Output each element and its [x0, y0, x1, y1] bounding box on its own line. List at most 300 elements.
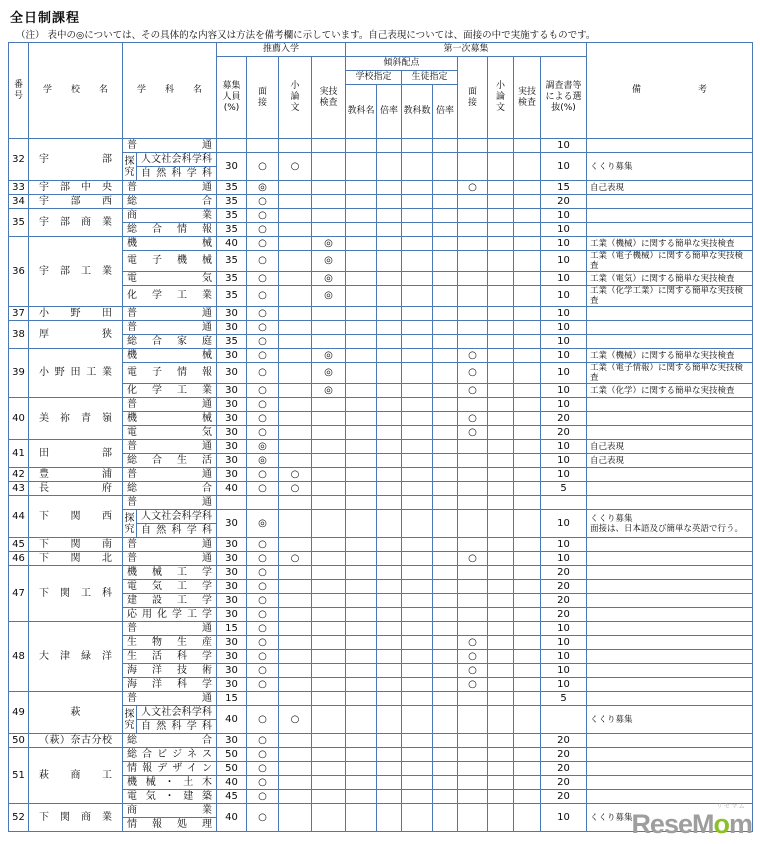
cell-keisha-kyokamei: [346, 286, 377, 307]
cell-ichiji-shoronbun: [488, 195, 514, 209]
cell-suisen-jitsugi: [312, 307, 346, 321]
cell-keisha-kyokasu: [402, 181, 433, 195]
cell-ichiji-shoronbun: [488, 468, 514, 482]
cell-suisen-shoronbun: [279, 181, 312, 195]
cell-recruit-percent: 30: [217, 566, 247, 580]
dept-name: 総合: [123, 195, 217, 209]
cell-ichiji-mensetsu: ○: [458, 412, 488, 426]
school-number: 33: [9, 181, 29, 195]
cell-keisha-bairitsu-gakko: [377, 384, 402, 398]
cell-suisen-shoronbun: [279, 272, 312, 286]
cell-keisha-bairitsu-gakko: [377, 286, 402, 307]
school-name: 宇部商業: [29, 209, 123, 237]
cell-ichiji-jitsugi: [514, 580, 541, 594]
table-row: [9, 734, 753, 748]
cell-ichiji-shoronbun: [488, 664, 514, 678]
dept-name: 自然科学科: [137, 524, 217, 538]
cell-keisha-kyokasu: [402, 664, 433, 678]
header-daiichiji-boshu: 第一次募集: [346, 43, 587, 57]
cell-suisen-jitsugi: [312, 209, 346, 223]
header-number: 番号: [9, 43, 29, 139]
cell-keisha-bairitsu-gakko: [377, 349, 402, 363]
cell-keisha-kyokasu: [402, 762, 433, 776]
cell-suisen-jitsugi: [312, 608, 346, 622]
cell-chosasho-percent: 10: [541, 622, 587, 636]
cell-suisen-shoronbun: [279, 426, 312, 440]
cell-chosasho-percent: 10: [541, 538, 587, 552]
cell-ichiji-jitsugi: [514, 468, 541, 482]
table-row: [9, 468, 753, 482]
cell-chosasho-percent: 10: [541, 454, 587, 468]
cell-ichiji-jitsugi: [514, 363, 541, 384]
cell-chosasho-percent: 20: [541, 412, 587, 426]
cell-ichiji-shoronbun: [488, 748, 514, 762]
cell-chosasho-percent: 20: [541, 762, 587, 776]
cell-keisha-bairitsu-gakko: [377, 622, 402, 636]
cell-ichiji-shoronbun: [488, 692, 514, 706]
cell-suisen-jitsugi: [312, 594, 346, 608]
dept-name: 自然科学科: [137, 720, 217, 734]
school-name: 長府: [29, 482, 123, 496]
cell-recruit-percent: 30: [217, 321, 247, 335]
cell-biko: 工業（機械）に関する簡単な実技検査: [587, 237, 753, 251]
cell-ichiji-jitsugi: [514, 678, 541, 692]
cell-suisen-jitsugi: [312, 496, 346, 510]
cell-ichiji-jitsugi: [514, 223, 541, 237]
cell-recruit-percent: 30: [217, 552, 247, 566]
table-row: [9, 139, 753, 153]
page-title: 全日制課程: [10, 11, 81, 26]
cell-keisha-kyokasu: [402, 692, 433, 706]
cell-ichiji-jitsugi: [514, 482, 541, 496]
cell-keisha-bairitsu-seito: [433, 748, 458, 762]
dept-name: 商業: [123, 804, 217, 818]
cell-keisha-kyokamei: [346, 398, 377, 412]
cell-ichiji-shoronbun: [488, 223, 514, 237]
header-kyokamei: 教科名: [346, 85, 377, 139]
cell-ichiji-shoronbun: [488, 153, 514, 181]
cell-keisha-kyokasu: [402, 622, 433, 636]
cell-suisen-mensetsu: ○: [247, 468, 279, 482]
cell-keisha-bairitsu-gakko: [377, 454, 402, 468]
cell-keisha-kyokasu: [402, 440, 433, 454]
cell-ichiji-shoronbun: [488, 804, 514, 832]
cell-ichiji-jitsugi: [514, 237, 541, 251]
cell-chosasho-percent: 5: [541, 482, 587, 496]
cell-suisen-jitsugi: ◎: [312, 384, 346, 398]
cell-keisha-kyokasu: [402, 790, 433, 804]
cell-suisen-jitsugi: [312, 440, 346, 454]
school-name: 萩: [29, 692, 123, 734]
cell-keisha-bairitsu-gakko: [377, 776, 402, 790]
cell-ichiji-mensetsu: [458, 622, 488, 636]
cell-keisha-bairitsu-seito: [433, 804, 458, 832]
cell-ichiji-jitsugi: [514, 412, 541, 426]
cell-chosasho-percent: 10: [541, 139, 587, 153]
cell-keisha-bairitsu-seito: [433, 706, 458, 734]
cell-keisha-kyokamei: [346, 468, 377, 482]
cell-ichiji-mensetsu: ○: [458, 363, 488, 384]
cell-keisha-bairitsu-gakko: [377, 790, 402, 804]
cell-keisha-kyokamei: [346, 496, 377, 510]
cell-ichiji-shoronbun: [488, 496, 514, 510]
cell-recruit-percent: 35: [217, 286, 247, 307]
cell-suisen-jitsugi: [312, 692, 346, 706]
cell-chosasho-percent: [541, 706, 587, 734]
cell-ichiji-mensetsu: [458, 272, 488, 286]
cell-suisen-mensetsu: ○: [247, 426, 279, 440]
table-header: [9, 43, 753, 139]
cell-keisha-bairitsu-gakko: [377, 580, 402, 594]
cell-suisen-jitsugi: [312, 804, 346, 832]
cell-keisha-kyokasu: [402, 398, 433, 412]
cell-suisen-jitsugi: [312, 510, 346, 538]
cell-keisha-kyokamei: [346, 804, 377, 832]
cell-suisen-jitsugi: [312, 223, 346, 237]
cell-keisha-bairitsu-seito: [433, 286, 458, 307]
cell-keisha-kyokamei: [346, 608, 377, 622]
school-name: 大津緑洋: [29, 622, 123, 692]
cell-suisen-mensetsu: ○: [247, 552, 279, 566]
cell-suisen-shoronbun: [279, 321, 312, 335]
cell-keisha-bairitsu-seito: [433, 321, 458, 335]
cell-suisen-jitsugi: [312, 636, 346, 650]
cell-ichiji-jitsugi: [514, 608, 541, 622]
school-number: 46: [9, 552, 29, 566]
cell-recruit-percent: 35: [217, 272, 247, 286]
cell-keisha-bairitsu-seito: [433, 272, 458, 286]
cell-ichiji-mensetsu: [458, 776, 488, 790]
table-row: [9, 496, 753, 510]
cell-suisen-shoronbun: [279, 440, 312, 454]
cell-ichiji-jitsugi: [514, 538, 541, 552]
cell-biko: くくり募集: [587, 153, 753, 181]
cell-biko: [587, 209, 753, 223]
cell-keisha-bairitsu-gakko: [377, 734, 402, 748]
cell-keisha-bairitsu-seito: [433, 307, 458, 321]
cell-keisha-bairitsu-gakko: [377, 307, 402, 321]
cell-suisen-jitsugi: [312, 762, 346, 776]
cell-chosasho-percent: 10: [541, 349, 587, 363]
cell-chosasho-percent: 10: [541, 650, 587, 664]
cell-keisha-kyokasu: [402, 335, 433, 349]
cell-chosasho-percent: [541, 496, 587, 510]
cell-suisen-jitsugi: [312, 454, 346, 468]
cell-suisen-mensetsu: ○: [247, 412, 279, 426]
cell-suisen-shoronbun: [279, 538, 312, 552]
cell-biko: 工業（化学工業）に関する簡単な実技検査: [587, 286, 753, 307]
cell-suisen-shoronbun: [279, 804, 312, 832]
cell-keisha-kyokamei: [346, 678, 377, 692]
cell-recruit-percent: 15: [217, 692, 247, 706]
cell-keisha-kyokamei: [346, 223, 377, 237]
cell-suisen-shoronbun: ○: [279, 706, 312, 734]
cell-chosasho-percent: 10: [541, 510, 587, 538]
school-name: 下関北: [29, 552, 123, 566]
header-boshu-jinin: 募集人員(%): [217, 57, 247, 139]
cell-chosasho-percent: 10: [541, 153, 587, 181]
cell-suisen-jitsugi: ◎: [312, 272, 346, 286]
cell-ichiji-mensetsu: [458, 762, 488, 776]
cell-recruit-percent: 35: [217, 195, 247, 209]
dept-name: 総合情報: [123, 223, 217, 237]
cell-ichiji-shoronbun: [488, 426, 514, 440]
header-school-name: 学校名: [29, 43, 123, 139]
cell-keisha-kyokasu: [402, 510, 433, 538]
school-name: 豊浦: [29, 468, 123, 482]
cell-keisha-bairitsu-seito: [433, 195, 458, 209]
cell-suisen-shoronbun: [279, 580, 312, 594]
header-ichiji-jitsugi: 実技検査: [514, 57, 541, 139]
cell-keisha-bairitsu-gakko: [377, 335, 402, 349]
cell-ichiji-shoronbun: [488, 286, 514, 307]
cell-keisha-bairitsu-seito: [433, 510, 458, 538]
cell-ichiji-mensetsu: ○: [458, 650, 488, 664]
cell-keisha-bairitsu-seito: [433, 363, 458, 384]
cell-suisen-mensetsu: ○: [247, 482, 279, 496]
header-bairitsu-seito: 倍率: [433, 85, 458, 139]
cell-suisen-mensetsu: ○: [247, 678, 279, 692]
header-seito-shitei: 生徒指定: [402, 71, 458, 85]
cell-recruit-percent: 35: [217, 335, 247, 349]
school-name: 下関商業: [29, 804, 123, 832]
cell-biko: [587, 636, 753, 650]
cell-ichiji-shoronbun: [488, 335, 514, 349]
cell-keisha-bairitsu-gakko: [377, 363, 402, 384]
cell-keisha-bairitsu-seito: [433, 552, 458, 566]
cell-suisen-mensetsu: [247, 692, 279, 706]
cell-ichiji-mensetsu: [458, 454, 488, 468]
school-number: 43: [9, 482, 29, 496]
cell-ichiji-shoronbun: [488, 622, 514, 636]
cell-ichiji-jitsugi: [514, 384, 541, 398]
cell-keisha-kyokasu: [402, 195, 433, 209]
cell-ichiji-mensetsu: [458, 468, 488, 482]
table-row: [9, 566, 753, 580]
dept-name: 普通: [123, 622, 217, 636]
cell-ichiji-jitsugi: [514, 706, 541, 734]
cell-ichiji-mensetsu: [458, 706, 488, 734]
cell-keisha-kyokasu: [402, 496, 433, 510]
school-number: 41: [9, 440, 29, 468]
cell-suisen-jitsugi: [312, 195, 346, 209]
table-row: [9, 482, 753, 496]
cell-recruit-percent: 30: [217, 363, 247, 384]
dept-name: 普通: [123, 538, 217, 552]
cell-keisha-kyokamei: [346, 566, 377, 580]
cell-keisha-bairitsu-gakko: [377, 510, 402, 538]
cell-chosasho-percent: 10: [541, 384, 587, 398]
cell-biko: [587, 622, 753, 636]
cell-chosasho-percent: 10: [541, 307, 587, 321]
cell-keisha-bairitsu-gakko: [377, 552, 402, 566]
table-row: [9, 195, 753, 209]
cell-keisha-kyokamei: [346, 454, 377, 468]
table-body: [9, 139, 753, 832]
cell-keisha-bairitsu-seito: [433, 482, 458, 496]
dept-name: 電気: [123, 426, 217, 440]
cell-ichiji-mensetsu: [458, 594, 488, 608]
cell-keisha-kyokamei: [346, 538, 377, 552]
dept-name: 普通: [123, 181, 217, 195]
cell-ichiji-shoronbun: [488, 440, 514, 454]
cell-ichiji-mensetsu: [458, 510, 488, 538]
cell-suisen-mensetsu: ◎: [247, 440, 279, 454]
cell-recruit-percent: 50: [217, 762, 247, 776]
cell-chosasho-percent: 10: [541, 468, 587, 482]
cell-suisen-mensetsu: ○: [247, 272, 279, 286]
school-number: 34: [9, 195, 29, 209]
cell-ichiji-mensetsu: [458, 608, 488, 622]
cell-ichiji-shoronbun: [488, 678, 514, 692]
table-row: [9, 552, 753, 566]
dept-name: 普通: [123, 496, 217, 510]
cell-keisha-bairitsu-seito: [433, 454, 458, 468]
cell-keisha-bairitsu-gakko: [377, 153, 402, 181]
cell-ichiji-shoronbun: [488, 454, 514, 468]
cell-suisen-mensetsu: ○: [247, 384, 279, 398]
cell-biko: [587, 496, 753, 510]
cell-keisha-bairitsu-seito: [433, 538, 458, 552]
cell-ichiji-mensetsu: ○: [458, 664, 488, 678]
cell-keisha-kyokasu: [402, 608, 433, 622]
cell-recruit-percent: 35: [217, 181, 247, 195]
cell-biko: [587, 762, 753, 776]
cell-biko: [587, 335, 753, 349]
cell-keisha-kyokamei: [346, 251, 377, 272]
cell-suisen-shoronbun: [279, 510, 312, 538]
school-number: 48: [9, 622, 29, 692]
cell-biko: [587, 412, 753, 426]
cell-keisha-kyokamei: [346, 195, 377, 209]
cell-biko: [587, 321, 753, 335]
cell-recruit-percent: [217, 496, 247, 510]
cell-keisha-kyokamei: [346, 790, 377, 804]
cell-keisha-kyokasu: [402, 636, 433, 650]
cell-biko: [587, 566, 753, 580]
cell-ichiji-shoronbun: [488, 538, 514, 552]
cell-suisen-jitsugi: [312, 664, 346, 678]
cell-ichiji-mensetsu: [458, 538, 488, 552]
cell-recruit-percent: 30: [217, 580, 247, 594]
cell-keisha-bairitsu-seito: [433, 692, 458, 706]
cell-suisen-shoronbun: [279, 678, 312, 692]
dept-name: 海洋技術: [123, 664, 217, 678]
admissions-table: [8, 42, 753, 832]
dept-name: 普通: [123, 692, 217, 706]
school-name: 宇部西: [29, 195, 123, 209]
cell-keisha-bairitsu-gakko: [377, 440, 402, 454]
cell-suisen-mensetsu: ○: [247, 790, 279, 804]
cell-keisha-bairitsu-seito: [433, 237, 458, 251]
cell-suisen-jitsugi: ◎: [312, 349, 346, 363]
cell-ichiji-mensetsu: [458, 790, 488, 804]
school-number: 49: [9, 692, 29, 734]
cell-biko: [587, 678, 753, 692]
cell-suisen-mensetsu: ○: [247, 153, 279, 181]
cell-ichiji-mensetsu: [458, 307, 488, 321]
cell-biko: 自己表現: [587, 440, 753, 454]
cell-keisha-bairitsu-seito: [433, 335, 458, 349]
cell-keisha-bairitsu-seito: [433, 412, 458, 426]
cell-chosasho-percent: 20: [541, 748, 587, 762]
header-chosasho-sembatsu: 調査書等による選抜(%): [541, 57, 587, 139]
cell-keisha-bairitsu-seito: [433, 650, 458, 664]
dept-name: 人文社会科学科: [137, 706, 217, 720]
cell-keisha-kyokamei: [346, 384, 377, 398]
cell-chosasho-percent: 20: [541, 580, 587, 594]
cell-keisha-kyokasu: [402, 237, 433, 251]
dept-name: 化学工業: [123, 384, 217, 398]
dept-name: 情報処理: [123, 818, 217, 832]
dept-name: 普通: [123, 321, 217, 335]
cell-chosasho-percent: 10: [541, 335, 587, 349]
cell-suisen-mensetsu: ○: [247, 307, 279, 321]
cell-chosasho-percent: 10: [541, 237, 587, 251]
dept-name: 総合: [123, 482, 217, 496]
cell-suisen-mensetsu: ○: [247, 762, 279, 776]
cell-suisen-mensetsu: ○: [247, 538, 279, 552]
cell-biko: 工業（電子機械）に関する簡単な実技検査: [587, 251, 753, 272]
cell-keisha-kyokamei: [346, 706, 377, 734]
cell-chosasho-percent: 20: [541, 790, 587, 804]
cell-keisha-bairitsu-gakko: [377, 762, 402, 776]
cell-suisen-mensetsu: ○: [247, 734, 279, 748]
dept-name: 海洋科学: [123, 678, 217, 692]
cell-suisen-mensetsu: ○: [247, 580, 279, 594]
cell-suisen-jitsugi: [312, 734, 346, 748]
cell-ichiji-mensetsu: [458, 566, 488, 580]
cell-keisha-kyokasu: [402, 734, 433, 748]
cell-chosasho-percent: 10: [541, 804, 587, 832]
dept-name: 電気工学: [123, 580, 217, 594]
cell-ichiji-jitsugi: [514, 790, 541, 804]
school-number: 52: [9, 804, 29, 832]
cell-biko: 自己表現: [587, 454, 753, 468]
cell-ichiji-shoronbun: [488, 608, 514, 622]
cell-keisha-bairitsu-seito: [433, 734, 458, 748]
cell-suisen-jitsugi: [312, 153, 346, 181]
cell-suisen-mensetsu: ○: [247, 608, 279, 622]
header-ichiji-shoronbun: 小論文: [488, 57, 514, 139]
cell-keisha-kyokasu: [402, 363, 433, 384]
cell-ichiji-jitsugi: [514, 594, 541, 608]
cell-suisen-shoronbun: [279, 195, 312, 209]
cell-keisha-bairitsu-seito: [433, 790, 458, 804]
header-bairitsu-gakko: 倍率: [377, 85, 402, 139]
cell-keisha-kyokamei: [346, 762, 377, 776]
cell-ichiji-shoronbun: [488, 482, 514, 496]
school-name: 宇部工業: [29, 237, 123, 307]
cell-chosasho-percent: 10: [541, 678, 587, 692]
dept-name: 総合家庭: [123, 335, 217, 349]
cell-suisen-shoronbun: [279, 454, 312, 468]
cell-suisen-shoronbun: [279, 223, 312, 237]
cell-ichiji-shoronbun: [488, 209, 514, 223]
cell-ichiji-jitsugi: [514, 776, 541, 790]
cell-keisha-bairitsu-seito: [433, 440, 458, 454]
cell-keisha-kyokamei: [346, 335, 377, 349]
cell-suisen-jitsugi: [312, 580, 346, 594]
cell-keisha-bairitsu-seito: [433, 636, 458, 650]
cell-suisen-mensetsu: ○: [247, 650, 279, 664]
cell-keisha-kyokasu: [402, 748, 433, 762]
cell-ichiji-jitsugi: [514, 496, 541, 510]
cell-suisen-mensetsu: ○: [247, 566, 279, 580]
cell-recruit-percent: 30: [217, 678, 247, 692]
cell-ichiji-jitsugi: [514, 734, 541, 748]
cell-keisha-kyokamei: [346, 622, 377, 636]
